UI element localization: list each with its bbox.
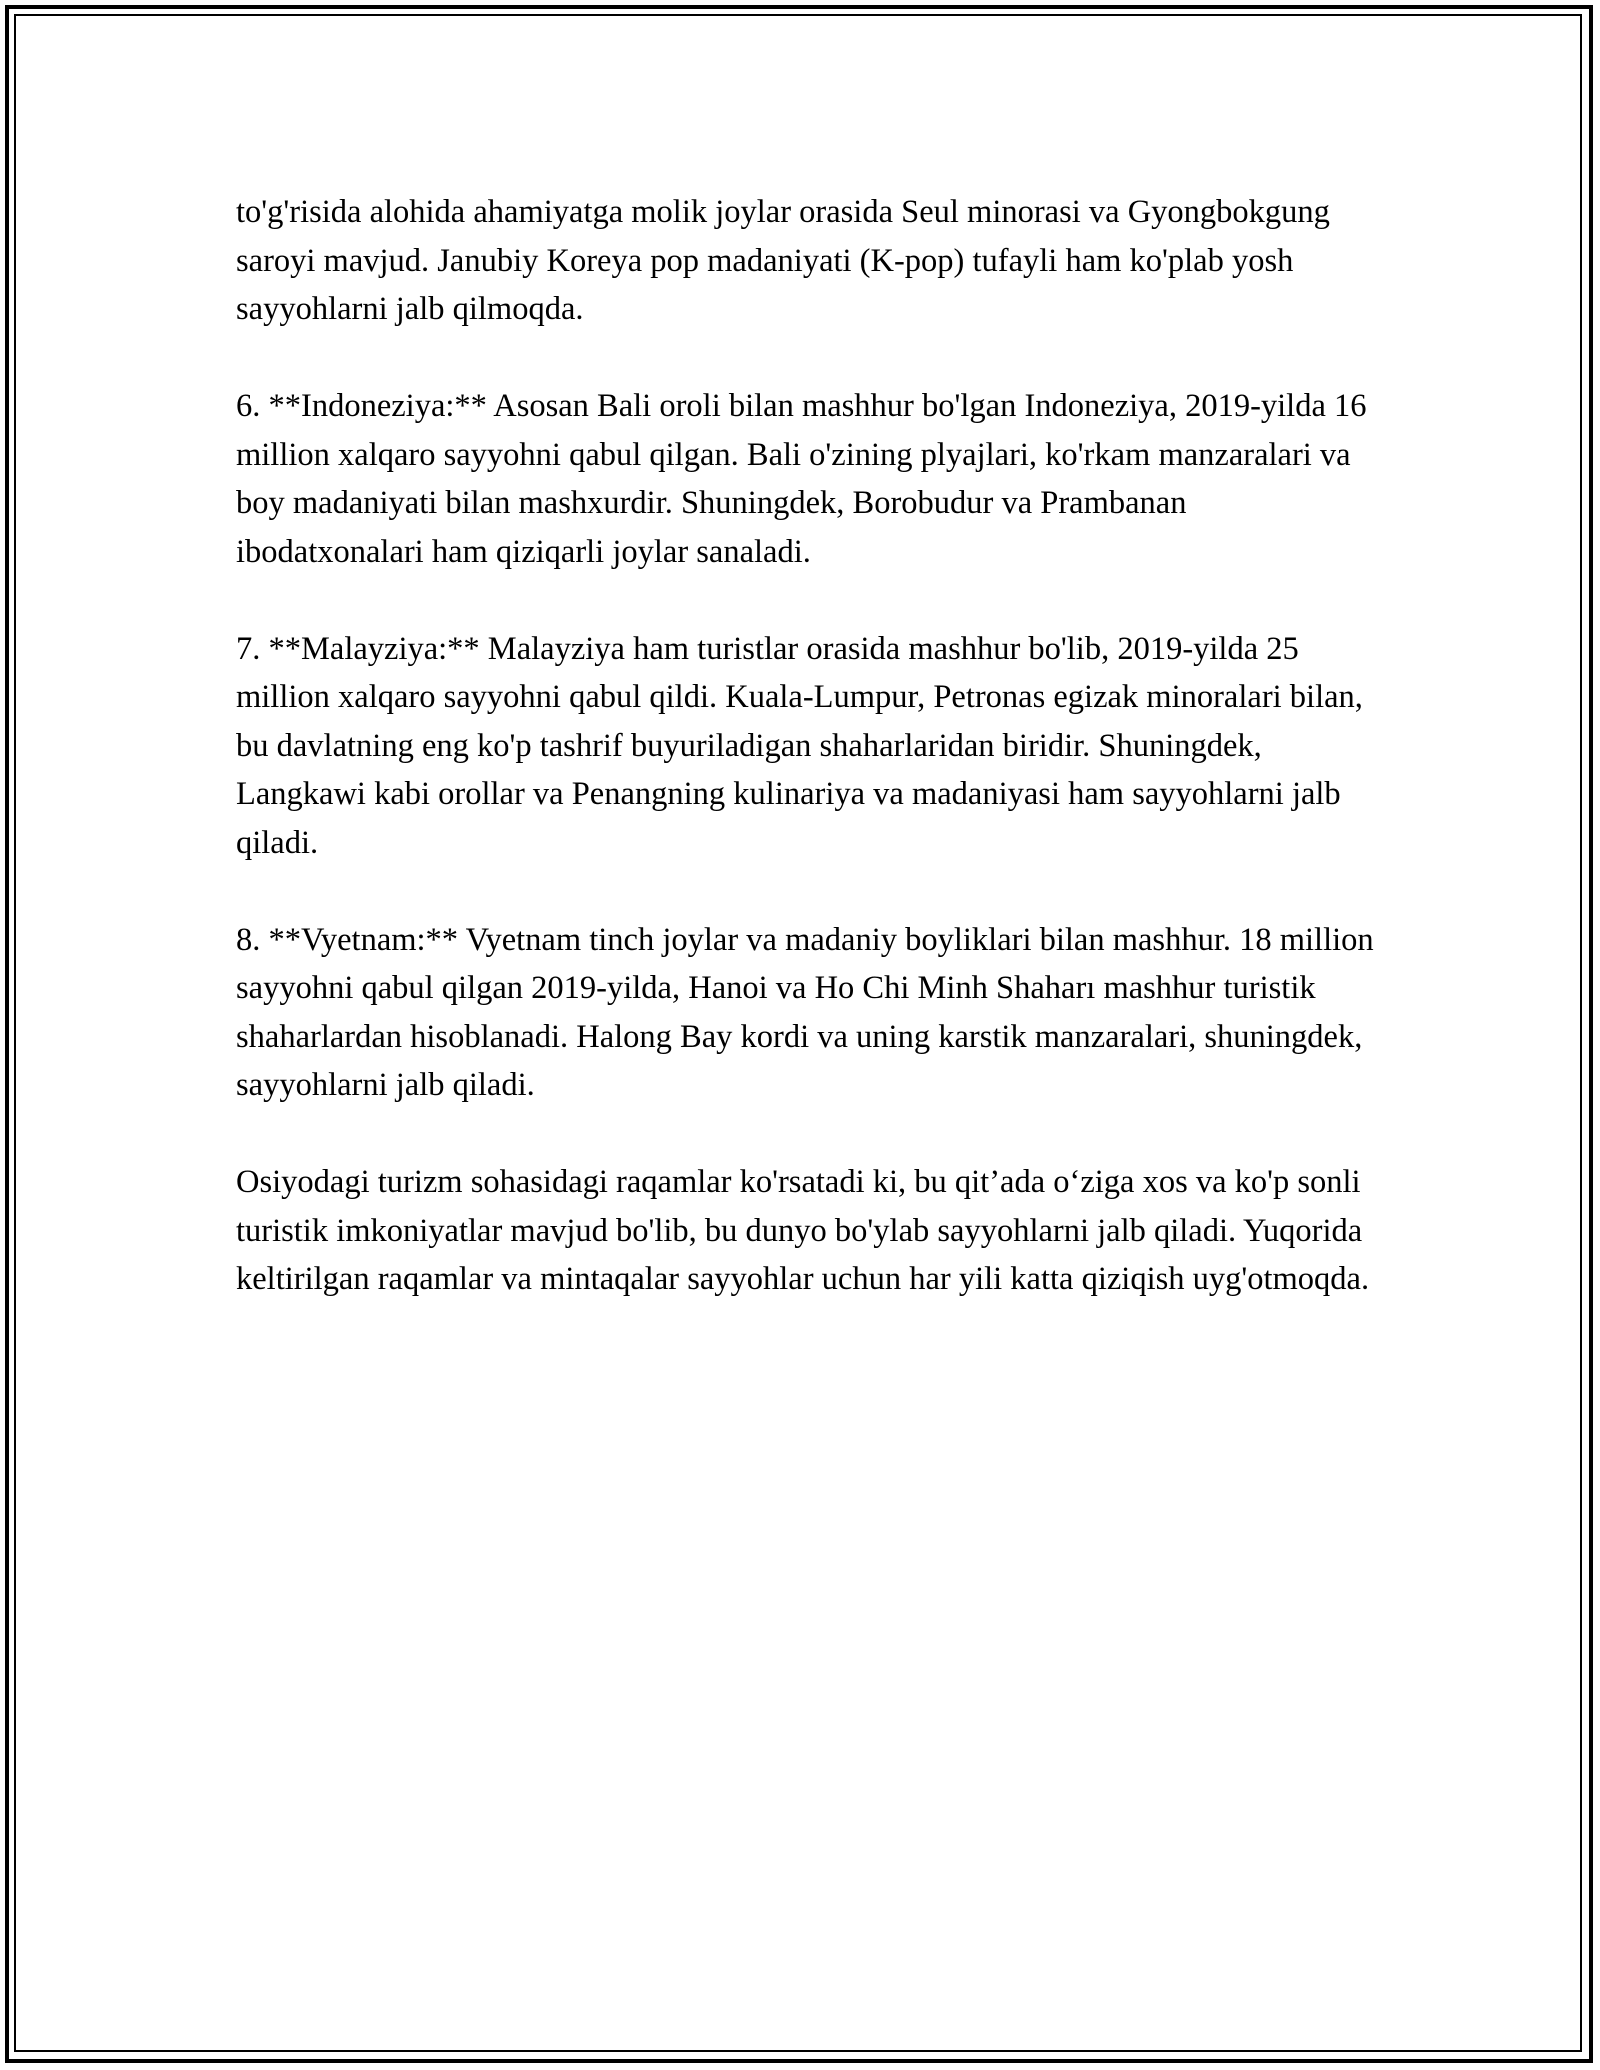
paragraph-vietnam: 8. **Vyetnam:** Vyetnam tinch joylar va madaniy boyliklari bilan mashhur. 18 million sayyohni qabul qilgan 2019-yilda, Hanoi va Ho Chi Minh Shaharı mashhur turistik shaharlardan hisoblanadi. Halong Bay kordi va uning karstik manzaralari, shuningdek, sayyohlarni jalb qiladi. — [236, 921, 1374, 1103]
paragraph-malaysia: 7. **Malayziya:** Malayziya ham turistlar orasida mashhur bo'lib, 2019-yilda 25 million xalqaro sayyohni qabul qildi. Kuala-Lumpur, Petronas egizak minoralari bilan, bu davlatning eng ko'p tashrif buyuriladigan shaharlaridan biridir. Shuningdek, Langkawi kabi orollar va Penangning kulinariya va madaniyasi ham sayyohlarni jalb qiladi. — [236, 630, 1363, 861]
paragraph-korea-continued: to'g'risida alohida ahamiyatga molik joylar orasida Seul minorasi va Gyongbokgung saroyi mavjud. Janubiy Koreya pop madaniyati (K-pop) tufayli ham ko'plab yosh sayyohlarni jalb qilmoqda. — [236, 194, 1330, 327]
paragraph-indonesia: 6. **Indoneziya:** Asosan Bali oroli bilan mashhur bo'lgan Indoneziya, 2019-yilda 16 million xalqaro sayyohni qabul qilgan. Bali o'zining plyajlari, ko'rkam manzaralari va boy madaniyati bilan mashxurdir. Shuningdek, Borobudur va Prambanan ibodatxonalari ham qiziqarli joylar sanaladi. — [236, 388, 1367, 570]
document-body — [236, 188, 1376, 1352]
paragraph-conclusion: Osiyodagi turizm sohasidagi raqamlar ko'rsatadi ki, bu qit’ada o‘ziga xos va ko'p sonli turistik imkoniyatlar mavjud bo'lib, bu dunyo bo'ylab sayyohlarni jalb qiladi. Yuqorida keltirilgan raqamlar va mintaqalar sayyohlar uchun har yili katta qiziqish uyg'otmoqda. — [236, 1164, 1370, 1297]
